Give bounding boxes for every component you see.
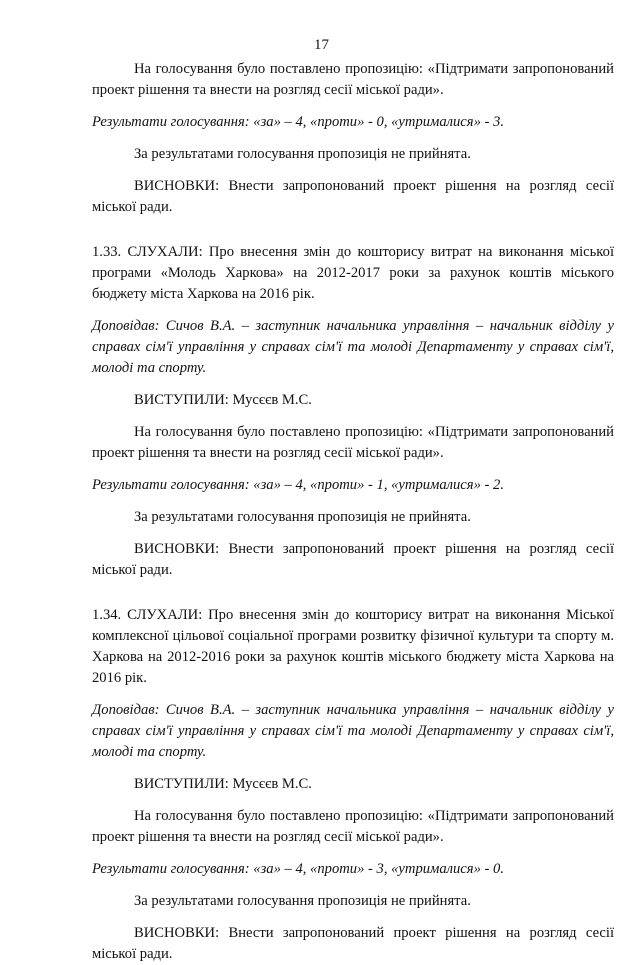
document-body bbox=[92, 59, 614, 965]
paragraph-voting-proposal: На голосування було поставлено пропозицію: «Підтримати запропонований проект рішення та внести на розгляд сесії міської ради». bbox=[92, 808, 614, 845]
paragraph-voting-proposal: На голосування було поставлено пропозицію: «Підтримати запропонований проект рішення та внести на розгляд сесії міської ради». bbox=[92, 61, 614, 98]
paragraph-speakers-listed: ВИСТУПИЛИ: Мусєєв М.С. bbox=[134, 392, 312, 408]
paragraph-decision-status: За результатами голосування пропозиція не прийнята. bbox=[134, 893, 471, 909]
paragraph-conclusions: ВИСНОВКИ: Внести запропонований проект рішення на розгляд сесії міської ради. bbox=[92, 178, 614, 215]
paragraph-conclusions: ВИСНОВКИ: Внести запропонований проект рішення на розгляд сесії міської ради. bbox=[92, 541, 614, 578]
paragraph-item-heard: 1.33. СЛУХАЛИ: Про внесення змін до кошторису витрат на виконання міської програми «Молодь Харкова» на 2012-2017 роки за рахунок коштів міського бюджету міста Харкова на 2016 рік. bbox=[92, 244, 614, 302]
paragraph-voting-results: Результати голосування: «за» – 4, «проти» - 3, «утрималися» - 0. bbox=[92, 861, 504, 877]
paragraph-voting-results: Результати голосування: «за» – 4, «проти» - 0, «утрималися» - 3. bbox=[92, 114, 504, 130]
paragraph-speaker: Доповідав: Сичов В.А. – заступник начальника управління – начальник відділу у справах сім'ї управління у справах сім'ї та молоді Департаменту у справах сім'ї, молоді та спорту. bbox=[92, 318, 614, 376]
paragraph-voting-proposal: На голосування було поставлено пропозицію: «Підтримати запропонований проект рішення та внести на розгляд сесії міської ради». bbox=[92, 424, 614, 461]
paragraph-speakers-listed: ВИСТУПИЛИ: Мусєєв М.С. bbox=[134, 776, 312, 792]
paragraph-decision-status: За результатами голосування пропозиція не прийнята. bbox=[134, 509, 471, 525]
paragraph-voting-results: Результати голосування: «за» – 4, «проти» - 1, «утрималися» - 2. bbox=[92, 477, 504, 493]
paragraph-decision-status: За результатами голосування пропозиція не прийнята. bbox=[134, 146, 471, 162]
paragraph-item-heard: 1.34. СЛУХАЛИ: Про внесення змін до кошторису витрат на виконання Міської комплексної цільової соціальної програми розвитку фізичної культури та спорту м. Харкова на 2012-2016 роки за рахунок коштів міського бюджету міста Харкова на 2016 рік. bbox=[92, 607, 614, 686]
page-number: 17 bbox=[314, 37, 329, 53]
paragraph-conclusions: ВИСНОВКИ: Внести запропонований проект рішення на розгляд сесії міської ради. bbox=[92, 925, 614, 962]
paragraph-speaker: Доповідав: Сичов В.А. – заступник начальника управління – начальник відділу у справах сім'ї управління у справах сім'ї та молоді Департаменту у справах сім'ї, молоді та спорту. bbox=[92, 702, 614, 760]
